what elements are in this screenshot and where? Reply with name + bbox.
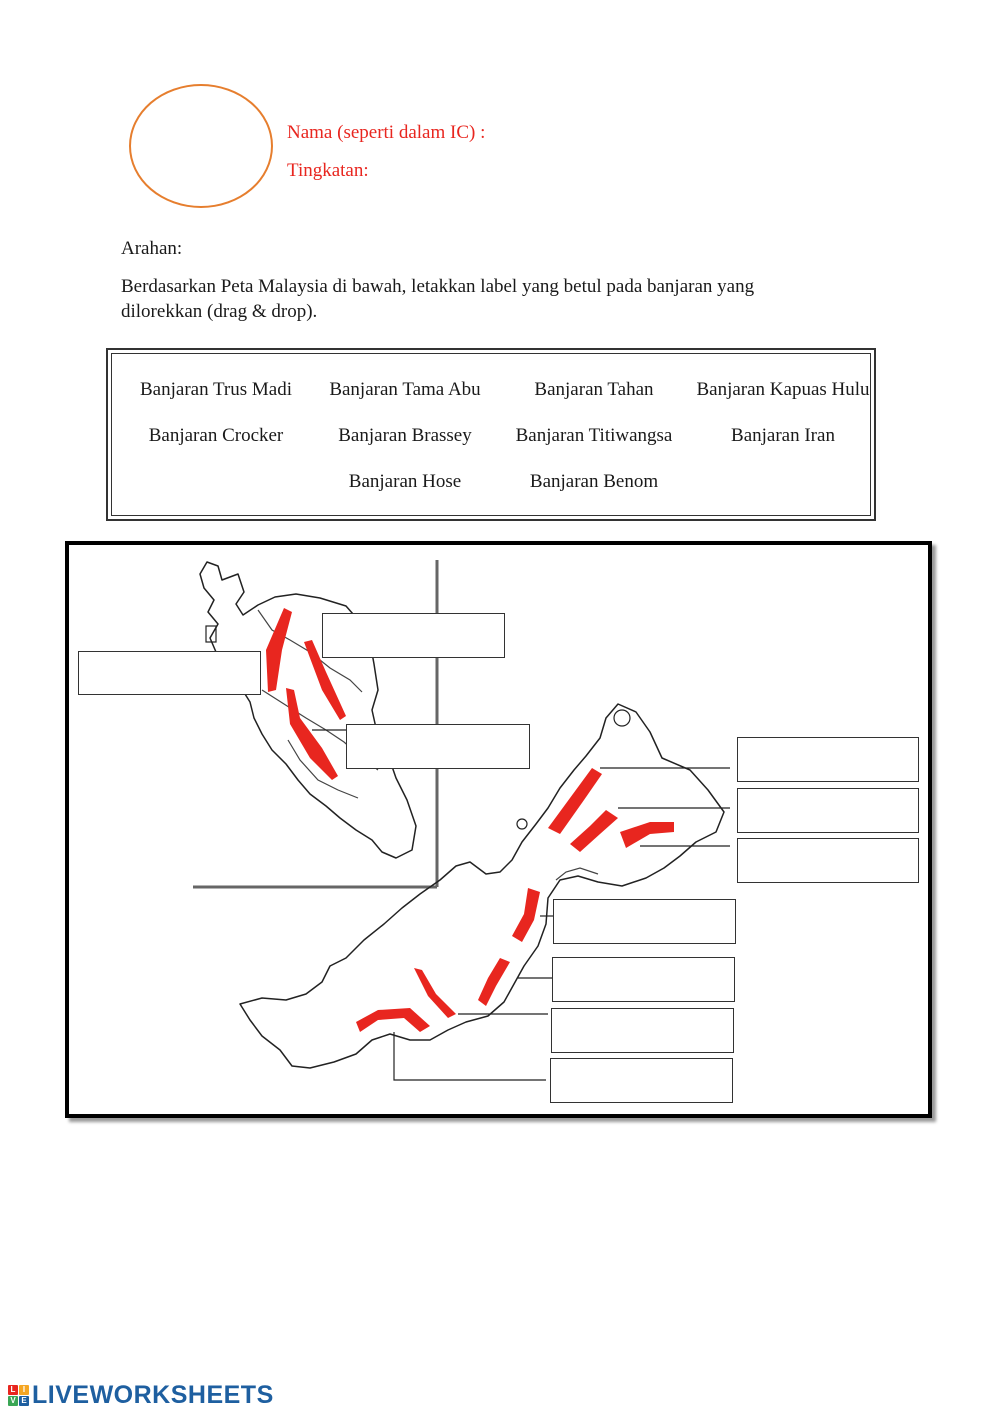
drop-zone-8[interactable] — [552, 957, 735, 1002]
range-sarawak-4 — [356, 1008, 430, 1032]
logo-letter-l: L — [8, 1385, 18, 1395]
borneo-islet-2 — [517, 819, 527, 829]
name-label: Nama (seperti dalam IC) : — [287, 122, 486, 143]
drop-zone-1[interactable] — [322, 613, 505, 658]
range-sarawak-1 — [512, 888, 540, 942]
label-tahan[interactable]: Banjaran Tahan — [534, 379, 654, 400]
instructions-title: Arahan: — [121, 238, 183, 259]
instructions-line-1: Berdasarkan Peta Malaysia di bawah, letakkan label yang betul pada banjaran yang — [121, 276, 755, 297]
liveworksheets-logo — [8, 1380, 274, 1410]
label-brassey[interactable]: Banjaran Brassey — [338, 425, 472, 446]
logo-grid-icon — [8, 1385, 29, 1406]
class-label: Tingkatan: — [287, 160, 369, 181]
logo-text: LIVEWORKSHEETS — [32, 1380, 274, 1409]
label-benom[interactable]: Banjaran Benom — [529, 471, 659, 492]
drop-zone-10[interactable] — [550, 1058, 733, 1103]
range-sabah-2 — [570, 810, 618, 852]
drop-zone-4[interactable] — [737, 737, 919, 782]
drop-zone-5[interactable] — [737, 788, 919, 833]
borneo-islet-1 — [614, 710, 630, 726]
drop-zone-2[interactable] — [78, 651, 261, 695]
instructions-line-2: dilorekkan (drag & drop). — [121, 301, 318, 322]
label-iran[interactable]: Banjaran Iran — [731, 425, 835, 446]
label-tama-abu[interactable]: Banjaran Tama Abu — [329, 379, 481, 400]
drop-zone-3[interactable] — [346, 724, 530, 769]
range-sarawak-3 — [414, 968, 456, 1018]
label-crocker[interactable]: Banjaran Crocker — [148, 425, 284, 446]
drop-zone-6[interactable] — [737, 838, 919, 883]
logo-letter-i: I — [19, 1385, 29, 1395]
range-sabah-3 — [620, 822, 674, 848]
label-titiwangsa[interactable]: Banjaran Titiwangsa — [515, 425, 673, 446]
label-trus-madi[interactable]: Banjaran Trus Madi — [140, 379, 292, 400]
label-kapuas-hulu[interactable]: Banjaran Kapuas Hulu — [696, 379, 870, 400]
peninsular-outline — [200, 562, 416, 858]
leader-line-7 — [394, 1032, 546, 1080]
drop-zone-7[interactable] — [553, 899, 736, 944]
logo-letter-e: E — [19, 1396, 29, 1406]
logo-letter-v: V — [8, 1396, 18, 1406]
label-hose[interactable]: Banjaran Hose — [348, 471, 462, 492]
drop-zone-9[interactable] — [551, 1008, 734, 1053]
range-peninsular-1 — [266, 608, 292, 692]
sabah-sarawak-border — [556, 868, 598, 880]
